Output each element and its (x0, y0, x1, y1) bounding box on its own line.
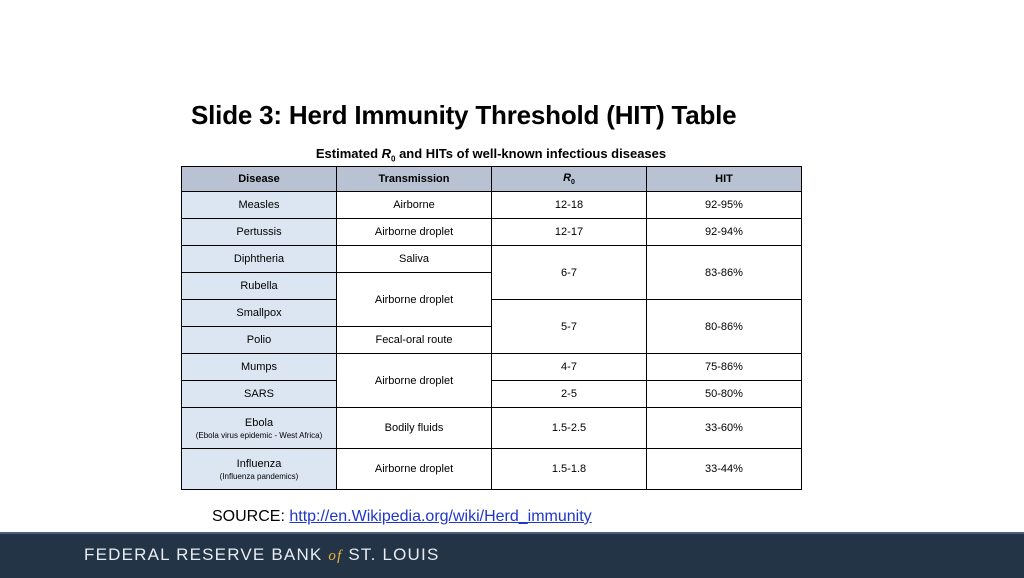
table-row (182, 192, 802, 219)
transmission-cell: Airborne droplet (337, 219, 492, 246)
disease-note: (Influenza pandemics) (219, 471, 299, 481)
header-r0-letter: R (563, 171, 572, 184)
hit-cell: 92-94% (647, 219, 802, 246)
table-header-row (182, 167, 802, 192)
footer-bar (0, 532, 1024, 578)
hit-cell: 92-95% (647, 192, 802, 219)
caption-pre: Estimated (315, 146, 382, 161)
header-disease: Disease (182, 167, 337, 192)
transmission-cell: Airborne (337, 192, 492, 219)
table-row (182, 449, 802, 490)
footer-city: ST. LOUIS (342, 545, 440, 564)
table-row (182, 408, 802, 449)
caption-sub: 0 (391, 154, 396, 164)
r0-cell: 6-7 (492, 246, 647, 300)
disease-cell: Diphtheria (182, 246, 337, 273)
caption-post: and HITs of well-known infectious diseases (395, 146, 667, 161)
hit-cell: 50-80% (647, 381, 802, 408)
disease-cell: Smallpox (182, 300, 337, 327)
r0-cell: 1.5-2.5 (492, 408, 647, 449)
table-row (182, 354, 802, 381)
hit-cell: 33-60% (647, 408, 802, 449)
hit-cell: 33-44% (647, 449, 802, 490)
table-row (182, 381, 802, 408)
disease-cell: Polio (182, 327, 337, 354)
hit-cell: 80-86% (647, 300, 802, 354)
slide-title: Slide 3: Herd Immunity Threshold (HIT) Table (191, 100, 737, 130)
r0-cell: 1.5-1.8 (492, 449, 647, 490)
disease-cell: Measles (182, 192, 337, 219)
disease-name: Influenza (236, 457, 282, 470)
header-hit: HIT (647, 167, 802, 192)
r0-cell: 5-7 (492, 300, 647, 354)
transmission-cell: Airborne droplet (337, 273, 492, 327)
hit-cell: 75-86% (647, 354, 802, 381)
disease-cell: SARS (182, 381, 337, 408)
source-line (212, 508, 592, 526)
table-caption (182, 146, 800, 164)
r0-cell: 2-5 (492, 381, 647, 408)
disease-note: (Ebola virus epidemic - West Africa) (195, 430, 323, 440)
disease-name: Ebola (244, 416, 274, 429)
footer-bank-name: FEDERAL RESERVE BANK (84, 545, 329, 564)
transmission-cell: Saliva (337, 246, 492, 273)
r0-cell: 12-17 (492, 219, 647, 246)
hit-cell: 83-86% (647, 246, 802, 300)
header-r0 (492, 167, 647, 192)
r0-cell: 4-7 (492, 354, 647, 381)
disease-cell: Pertussis (182, 219, 337, 246)
r0-cell: 12-18 (492, 192, 647, 219)
hit-table (181, 166, 802, 490)
footer-of: of (328, 548, 343, 564)
disease-cell: Rubella (182, 273, 337, 300)
disease-cell: Mumps (182, 354, 337, 381)
transmission-cell: Airborne droplet (337, 449, 492, 490)
transmission-cell: Airborne droplet (337, 354, 492, 408)
transmission-cell: Bodily fluids (337, 408, 492, 449)
disease-cell (182, 449, 337, 490)
header-r0-sub: 0 (571, 179, 575, 187)
source-label: SOURCE: (212, 508, 290, 525)
table-row (182, 300, 802, 327)
disease-cell (182, 408, 337, 449)
table-row (182, 246, 802, 273)
footer-logo (84, 545, 440, 565)
table-row (182, 219, 802, 246)
header-transmission: Transmission (337, 167, 492, 192)
caption-r: R (381, 146, 392, 161)
source-link[interactable]: http://en.Wikipedia.org/wiki/Herd_immunity (289, 508, 592, 525)
transmission-cell: Fecal-oral route (337, 327, 492, 354)
